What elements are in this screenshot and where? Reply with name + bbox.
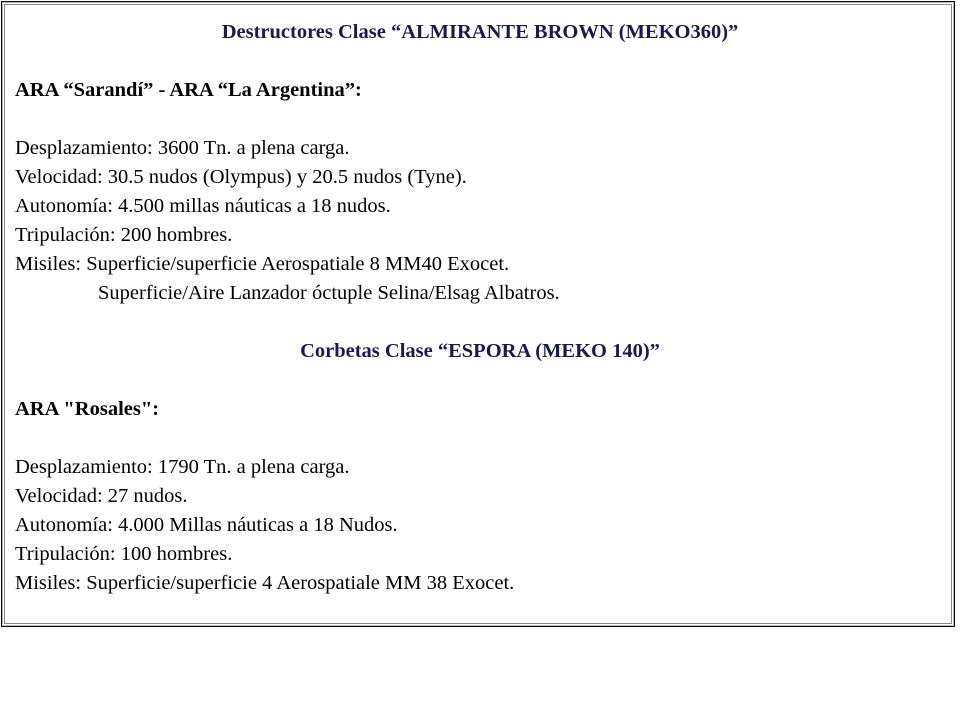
destructores-spec-speed: Velocidad: 30.5 nudos (Olympus) y 20.5 nudos (Tyne). bbox=[15, 166, 467, 188]
destructores-spec-missiles: Misiles: Superficie/superficie Aerospatiale 8 MM40 Exocet. bbox=[15, 253, 510, 275]
destructores-heading: Destructores Clase “ALMIRANTE BROWN (MEKO360)” bbox=[221, 21, 739, 43]
destructores-ships-label: ARA “Sarandí” - ARA “La Argentina”: bbox=[15, 79, 362, 101]
destructores-spec-displacement: Desplazamiento: 3600 Tn. a plena carga. bbox=[15, 137, 350, 159]
document-frame bbox=[1, 1, 955, 627]
destructores-spec-missiles-continuation: Superficie/Aire Lanzador óctuple Selina/Elsag Albatros. bbox=[98, 282, 560, 304]
destructores-spec-range: Autonomía: 4.500 millas náuticas a 18 nudos. bbox=[15, 195, 391, 217]
corbetas-spec-range: Autonomía: 4.000 Millas náuticas a 18 Nudos. bbox=[15, 514, 398, 536]
destructores-spec-crew: Tripulación: 200 hombres. bbox=[15, 224, 233, 246]
corbetas-heading: Corbetas Clase “ESPORA (MEKO 140)” bbox=[300, 340, 660, 362]
corbetas-spec-missiles: Misiles: Superficie/superficie 4 Aerospatiale MM 38 Exocet. bbox=[15, 572, 515, 594]
corbetas-spec-crew: Tripulación: 100 hombres. bbox=[15, 543, 233, 565]
corbetas-ships-label: ARA "Rosales": bbox=[15, 398, 160, 420]
corbetas-spec-speed: Velocidad: 27 nudos. bbox=[15, 485, 188, 507]
corbetas-spec-displacement: Desplazamiento: 1790 Tn. a plena carga. bbox=[15, 456, 350, 478]
